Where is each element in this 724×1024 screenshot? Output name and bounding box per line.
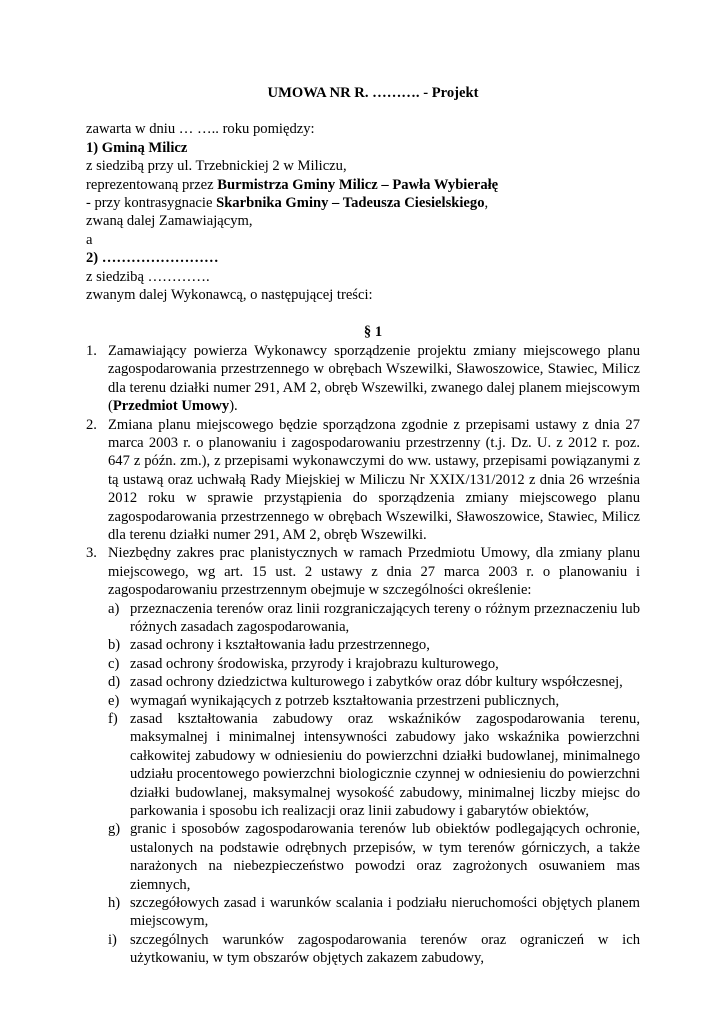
clause-number: 1. (86, 342, 97, 359)
subclause-item (108, 673, 640, 691)
subclause-item (108, 894, 640, 931)
representative-prefix: reprezentowaną przez (86, 176, 218, 193)
intro-line: zawarta w dniu … ….. roku pomiędzy: (86, 121, 315, 138)
clause-number: 2. (86, 416, 97, 433)
subclause-letter: h) (108, 895, 121, 912)
subclause-letter: f) (108, 711, 118, 727)
countersignature-prefix: - przy kontrasygnacie (86, 195, 217, 212)
subclause-text: przeznaczenia terenów oraz linii rozgraniczających tereny o różnym przeznaczeniu lub różnych zasadach zagospodarowania, (130, 600, 640, 635)
clause-bold-term: Przedmiot Umowy (112, 398, 230, 415)
section-heading: § 1 (363, 324, 383, 341)
subclause-item (108, 820, 640, 894)
clause-number: 3. (86, 545, 97, 562)
subclause-letter: b) (108, 637, 121, 654)
subclause-letter: g) (108, 821, 121, 838)
clause-item (86, 544, 640, 967)
clause-text: Niezbędny zakres prac planistycznych w ramach Przedmiotu Umowy, dla zmiany planu miejscowego, wg art. 15 ust. 2 ustawy z dnia 27 marca 2003 r. o planowaniu i zagospodarowaniu przestrzennym obejmuje w szczególności określenie: (108, 545, 640, 599)
party-1-alias: zwaną dalej Zamawiającym, (86, 213, 253, 230)
subclause-text: granic i sposobów zagospodarowania terenów lub obiektów podlegających ochronie, ustalonych na podstawie odrębnych przepisów, w tym terenów górniczych, a także narażonych na niebezpieczeństwo powodzi oraz zagrożonych osuwaniem mas ziemnych, (130, 821, 640, 893)
subclause-text: wymagań wynikających z potrzeb kształtowania przestrzeni publicznych, (130, 692, 560, 709)
subclause-text: zasad ochrony i kształtowania ładu przestrzennego, (130, 637, 430, 654)
subclause-text: zasad kształtowania zabudowy oraz wskaźników zagospodarowania terenu, maksymalnej i minimalnej intensywności zabudowy jako wskaźnika powierzchni całkowitej zabudowy w odniesieniu do powierzchni działki budowlanej, minimalnego udziału procentowego powierzchni biologicznie czynnej w odniesieniu do powierzchni działki budowlanej, maksymalnej wysokość zabudowy, minimalnej liczby miejsc do parkowania i sposobu ich realizacji oraz linii zabudowy i gabarytów obiektów, (130, 711, 640, 820)
party-2-name: 2) …………………… (86, 250, 219, 267)
subclause-letter: a) (108, 600, 120, 617)
subclause-item (108, 636, 640, 654)
clause-item (86, 342, 640, 416)
treasurer-name: Skarbnika Gminy – Tadeusza Ciesielskiego (216, 195, 485, 212)
party-2-address: z siedzibą …………. (86, 268, 210, 285)
party-1-countersignature (86, 194, 640, 212)
document-title: UMOWA NR R. ………. - Projekt (267, 85, 479, 101)
party-2-alias: zwanym dalej Wykonawcą, o następującej treści: (86, 287, 373, 304)
subclause-letter: i) (108, 931, 117, 948)
representative-name: Burmistrza Gminy Milicz – Pawła Wybierałę (217, 176, 499, 193)
subclause-letter: e) (108, 692, 120, 709)
subclause-list (108, 600, 640, 968)
conjunction: a (86, 231, 93, 248)
party-1-representative (86, 176, 640, 194)
countersignature-suffix: , (484, 195, 489, 212)
subclause-item (108, 692, 640, 710)
clause-text-end: ). (229, 398, 238, 415)
subclause-item (108, 710, 640, 820)
subclause-text: szczegółowych zasad i warunków scalania i podziału nieruchomości objętych planem miejscowym, (130, 895, 640, 930)
subclause-text: szczególnych warunków zagospodarowania terenów oraz ograniczeń w ich użytkowaniu, w tym obszarów objętych zakazem zabudowy, (130, 931, 640, 967)
subclause-letter: d) (108, 674, 121, 691)
subclause-letter: c) (108, 655, 120, 672)
party-1-name: 1) Gminą Milicz (86, 139, 188, 156)
subclause-text: zasad ochrony dziedzictwa kulturowego i zabytków oraz dóbr kultury współczesnej, (130, 674, 623, 691)
clause-text: Zmiana planu miejscowego będzie sporządzona zgodnie z przepisami ustawy z dnia 27 marca 2003 r. o planowaniu i zagospodarowaniu przestrzenny (t.j. Dz. U. z 2012 r. poz. 647 z późn. zm.), z przepisami wykonawczymi do ww. ustawy, przepisami powiązanymi z tą ustawą oraz uchwałą Rady Miejskiej w Miliczu Nr XXIX/131/2012 z dnia 26 września 2012 roku w sprawie przystąpienia do sporządzenia zmiany miejscowego planu zagospodarowania przestrzennego w obrębach Wszewilki, Sławoszowice, Stawiec, Milicz dla terenu działki numer 291, AM 2, obręb Wszewilki. (108, 416, 640, 543)
clause-text: Zamawiający powierza Wykonawcy sporządzenie projektu zmiany miejscowego planu zagospodarowania przestrzennego w obrębach Wszewilki, Sławoszowice, Stawiec, Milicz dla terenu działki numer 291, AM 2, obręb Wszewilki, zwanego dalej planem miejscowym ( (108, 342, 640, 415)
subclause-item (108, 655, 640, 673)
subclause-item (108, 931, 640, 968)
document-page (86, 84, 640, 968)
subclause-item (108, 600, 640, 637)
clause-list (86, 342, 640, 968)
subclause-text: zasad ochrony środowiska, przyrody i krajobrazu kulturowego, (130, 655, 499, 672)
parties-block (86, 120, 640, 304)
clause-item (86, 416, 640, 545)
party-1-address: z siedzibą przy ul. Trzebnickiej 2 w Miliczu, (86, 158, 347, 175)
